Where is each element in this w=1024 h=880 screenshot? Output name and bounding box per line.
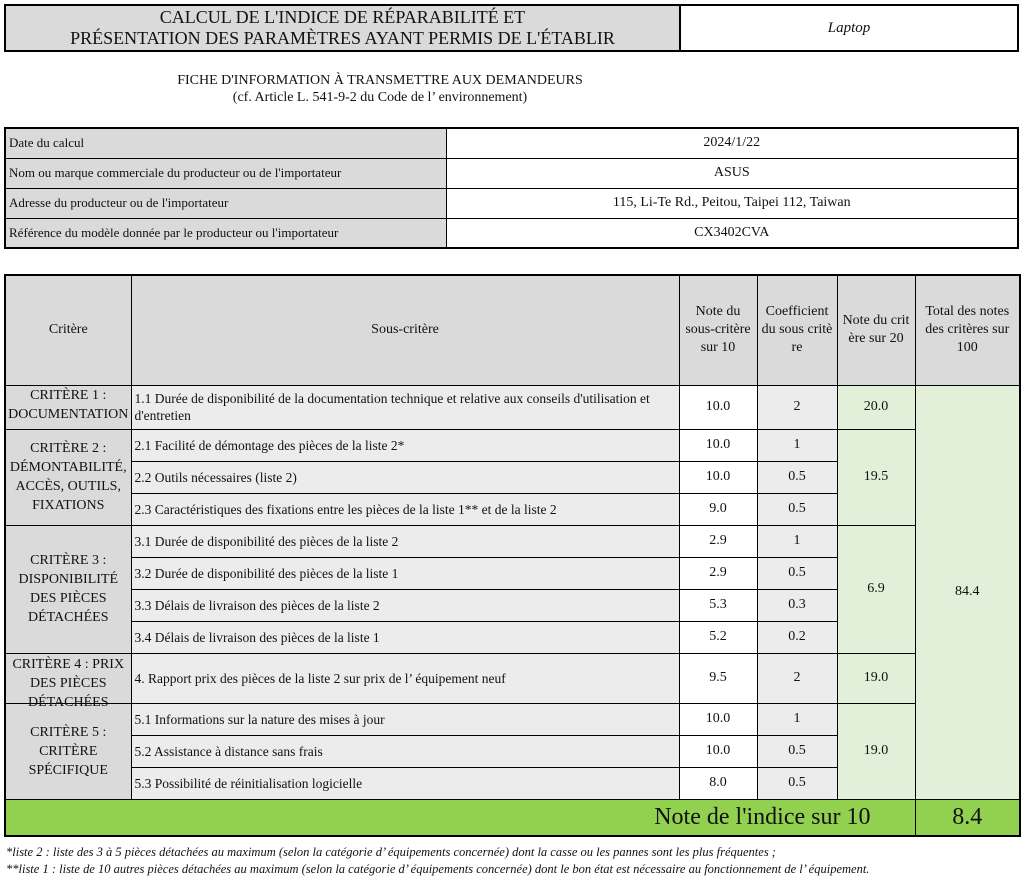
info-label-address: Adresse du producteur ou de l'importateur [5, 188, 446, 218]
note-3-3: 5.3 [679, 589, 757, 621]
final-score-value: 8.4 [915, 799, 1020, 836]
coef-3-4: 0.2 [757, 621, 837, 653]
criterion-3-score: 6.9 [837, 525, 915, 653]
table-row [5, 429, 1020, 461]
criterion-4-score: 19.0 [837, 653, 915, 703]
coef-5-2: 0.5 [757, 735, 837, 767]
subcriterion-2-2: 2.2 Outils nécessaires (liste 2) [131, 461, 679, 493]
info-row [5, 158, 1018, 188]
info-value-model: CX3402CVA [446, 218, 1018, 248]
criterion-1-score: 20.0 [837, 385, 915, 429]
subcriterion-2-3: 2.3 Caractéristiques des fixations entre les pièces de la liste 1** et de la liste 2 [131, 493, 679, 525]
score-table [4, 274, 1021, 837]
coef-3-2: 0.5 [757, 557, 837, 589]
note-3-1: 2.9 [679, 525, 757, 557]
subtitle-line-2: (cf. Article L. 541-9-2 du Code de l’ environnement) [232, 90, 528, 105]
subcriterion-5-2: 5.2 Assistance à distance sans frais [131, 735, 679, 767]
subcriterion-5-1: 5.1 Informations sur la nature des mises à jour [131, 703, 679, 735]
coef-2-1: 1 [757, 429, 837, 461]
info-row [5, 218, 1018, 248]
info-row [5, 188, 1018, 218]
title-box [4, 4, 1019, 52]
title-line-2: PRÉSENTATION DES PARAMÈTRES AYANT PERMIS DE L'ÉTABLIR [70, 28, 615, 48]
info-label-model: Référence du modèle donnée par le producteur ou l'importateur [5, 218, 446, 248]
header-coefficient: Coefficient du sous critè re [757, 275, 837, 385]
header-critere: Critère [5, 275, 131, 385]
subcriterion-4: 4. Rapport prix des pièces de la liste 2 sur prix de l’ équipement neuf [131, 653, 679, 703]
info-label-date: Date du calcul [5, 128, 446, 158]
coef-3-3: 0.3 [757, 589, 837, 621]
note-2-2: 10.0 [679, 461, 757, 493]
subcriterion-2-1: 2.1 Facilité de démontage des pièces de la liste 2* [131, 429, 679, 461]
subcriterion-3-4: 3.4 Délais de livraison des pièces de la liste 1 [131, 621, 679, 653]
header-note-sous: Note du sous-critère sur 10 [679, 275, 757, 385]
coef-3-1: 1 [757, 525, 837, 557]
criterion-2-label: CRITÈRE 2 : DÉMONTABILITÉ, ACCÈS, OUTILS, FIXATIONS [5, 429, 131, 525]
header-row [5, 275, 1020, 385]
criterion-2-score: 19.5 [837, 429, 915, 525]
info-value-date: 2024/1/22 [446, 128, 1018, 158]
note-5-1: 10.0 [679, 703, 757, 735]
info-value-brand: ASUS [446, 158, 1018, 188]
final-score-label: Note de l'indice sur 10 [5, 799, 915, 836]
coef-4: 2 [757, 653, 837, 703]
note-1-1: 10.0 [679, 385, 757, 429]
footnotes [6, 844, 869, 878]
info-value-address: 115, Li-Te Rd., Peitou, Taipei 112, Taiwan [446, 188, 1018, 218]
subcriterion-5-3: 5.3 Possibilité de réinitialisation logicielle [131, 767, 679, 799]
final-row [5, 799, 1020, 836]
header-note-critere: Note du crit ère sur 20 [837, 275, 915, 385]
coef-2-2: 0.5 [757, 461, 837, 493]
coef-5-1: 1 [757, 703, 837, 735]
header-total: Total des notes des critères sur 100 [915, 275, 1020, 385]
subcriterion-1-1: 1.1 Durée de disponibilité de la documentation technique et relative aux conseils d'utilisation et d'entretien [131, 385, 679, 429]
note-4: 9.5 [679, 653, 757, 703]
coef-1-1: 2 [757, 385, 837, 429]
total-score: 84.4 [915, 385, 1020, 799]
criterion-5-label: CRITÈRE 5 : CRITÈRE SPÉCIFIQUE [5, 703, 131, 799]
table-row [5, 385, 1020, 429]
document-title [6, 6, 681, 50]
info-row [5, 128, 1018, 158]
subcriterion-3-2: 3.2 Durée de disponibilité des pièces de la liste 1 [131, 557, 679, 589]
footnote-list-2: *liste 2 : liste des 3 à 5 pièces détachées au maximum (selon la catégorie d’ équipements concernée) dont la casse ou les pannes sont les plus fréquentes ; [6, 845, 776, 859]
table-row [5, 653, 1020, 703]
coef-5-3: 0.5 [757, 767, 837, 799]
subtitle-line-1: FICHE D'INFORMATION À TRANSMETTRE AUX DEMANDEURS [177, 73, 583, 88]
title-line-1: CALCUL DE L'INDICE DE RÉPARABILITÉ ET [159, 7, 526, 27]
info-label-brand: Nom ou marque commerciale du producteur ou de l'importateur [5, 158, 446, 188]
criterion-4-label: CRITÈRE 4 : PRIX DES PIÈCES DÉTACHÉES [5, 653, 131, 703]
subcriterion-3-1: 3.1 Durée de disponibilité des pièces de la liste 2 [131, 525, 679, 557]
product-type: Laptop [827, 19, 871, 36]
coef-2-3: 0.5 [757, 493, 837, 525]
note-5-2: 10.0 [679, 735, 757, 767]
note-2-1: 10.0 [679, 429, 757, 461]
note-2-3: 9.0 [679, 493, 757, 525]
subtitle [0, 72, 760, 106]
note-3-4: 5.2 [679, 621, 757, 653]
table-row [5, 703, 1020, 735]
footnote-list-1: **liste 1 : liste de 10 autres pièces détachées au maximum (selon la catégorie d’ équipements concernée) dont le bon état est nécessaire au fonctionnement de l’ équipement. [6, 862, 870, 876]
note-3-2: 2.9 [679, 557, 757, 589]
criterion-3-label: CRITÈRE 3 : DISPONIBILITÉ DES PIÈCES DÉTACHÉES [5, 525, 131, 653]
criterion-5-score: 19.0 [837, 703, 915, 799]
info-table [4, 127, 1019, 249]
table-row [5, 525, 1020, 557]
criterion-1-label: CRITÈRE 1 : DOCUMENTATION [5, 385, 131, 429]
header-sous-critere: Sous-critère [131, 275, 679, 385]
note-5-3: 8.0 [679, 767, 757, 799]
subcriterion-3-3: 3.3 Délais de livraison des pièces de la liste 2 [131, 589, 679, 621]
